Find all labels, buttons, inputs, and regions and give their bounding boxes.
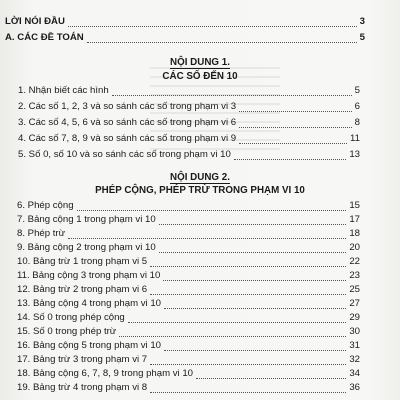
toc-entry-label: 9. Bảng cộng 2 trong phạm vi 10 — [17, 242, 156, 253]
toc-entry — [17, 380, 360, 395]
toc-entry-page: 22 — [349, 256, 360, 267]
dot-leader — [68, 11, 357, 27]
toc-entry-page: 30 — [349, 326, 360, 337]
toc-entry-label: 5. Số 0, số 10 và so sánh các số trong phạm vi 10 — [18, 149, 231, 160]
toc-entry-math-problems — [5, 30, 365, 45]
section-2-title: PHÉP CỘNG, PHÉP TRỪ TRONG PHẠM VI 10 — [95, 185, 305, 196]
toc-entry-page: 23 — [349, 270, 360, 281]
toc-entry-page: 27 — [349, 298, 360, 309]
toc-entry-page: 15 — [349, 200, 360, 211]
toc-entry-page: 25 — [349, 284, 360, 295]
toc-entry-label: A. CÁC ĐỀ TOÁN — [5, 32, 84, 43]
toc-entry-page: 5 — [359, 32, 365, 43]
toc-entry-label: 19. Bảng trừ 4 trong phạm vi 8 — [17, 382, 148, 393]
toc-entry-page: 20 — [349, 242, 360, 253]
toc-entry-page: 13 — [349, 149, 360, 160]
section-1-title: CÁC SỐ ĐẾN 10 — [162, 71, 238, 82]
toc-entry-label: 2. Các số 1, 2, 3 và so sánh các số trong phạm vi 3 — [18, 101, 237, 112]
dot-leader — [239, 96, 352, 112]
toc-entry-page: 18 — [349, 228, 360, 239]
toc-entry-label: 8. Phép trừ — [17, 228, 66, 239]
section-2-heading: NỘI DUNG 2. — [170, 172, 230, 183]
toc-entry-label: 3. Các số 4, 5, 6 và so sánh các số trong phạm vi 6 — [18, 117, 237, 128]
toc-entry-page: 8 — [354, 117, 360, 128]
toc-entry-page: 36 — [349, 382, 360, 393]
toc-entry-label: 13. Bảng cộng 4 trong phạm vi 10 — [17, 298, 162, 309]
toc-entry-label: LỜI NÓI ĐẦU — [5, 16, 65, 27]
toc-entry-label: 4. Các số 7, 8, 9 và so sánh các số trong phạm vi 9 — [18, 133, 237, 144]
dot-leader — [87, 27, 357, 43]
toc-entry-page: 3 — [359, 16, 365, 27]
toc-entry — [18, 147, 360, 162]
toc-entry-label: 15. Số 0 trong phép trừ — [17, 326, 117, 337]
dot-leader — [150, 377, 346, 393]
dot-leader — [239, 112, 352, 128]
dot-leader — [234, 144, 346, 160]
dot-leader — [112, 80, 352, 96]
toc-entry-label: 7. Bảng cộng 1 trong phạm vi 10 — [17, 214, 156, 225]
toc-entry-page: 11 — [350, 133, 360, 144]
dot-leader — [239, 128, 347, 144]
toc-entry-label: 6. Phép cộng — [17, 200, 74, 211]
toc-entry-label: 1. Nhận biết các hình — [18, 85, 109, 96]
toc-entry-label: 14. Số 0 trong phép cộng — [17, 312, 125, 323]
section-1-heading: NỘI DUNG 1. — [170, 57, 230, 68]
toc-entry-label: 16. Bảng cộng 5 trong phạm vi 10 — [17, 340, 162, 351]
toc-entry-label: 10. Bảng trừ 1 trong phạm vi 5 — [17, 256, 148, 267]
toc-entry-page: 34 — [349, 368, 360, 379]
toc-entry-label: 11. Bảng cộng 3 trong phạm vi 10 — [17, 270, 161, 281]
toc-entry-page: 17 — [349, 214, 360, 225]
toc-entry-label: 17. Bảng trừ 3 trong phạm vi 7 — [17, 354, 148, 365]
toc-entry-label: 12. Bảng trừ 2 trong phạm vi 6 — [17, 284, 148, 295]
toc-entry-page: 31 — [349, 340, 360, 351]
toc-entry-page: 29 — [349, 312, 360, 323]
toc-entry-page: 5 — [354, 85, 360, 96]
toc-entry-page: 32 — [349, 354, 360, 365]
toc-entry-label: 18. Bảng cộng 6, 7, 8, 9 trong phạm vi 10 — [17, 368, 194, 379]
toc-entry-page: 6 — [354, 101, 360, 112]
